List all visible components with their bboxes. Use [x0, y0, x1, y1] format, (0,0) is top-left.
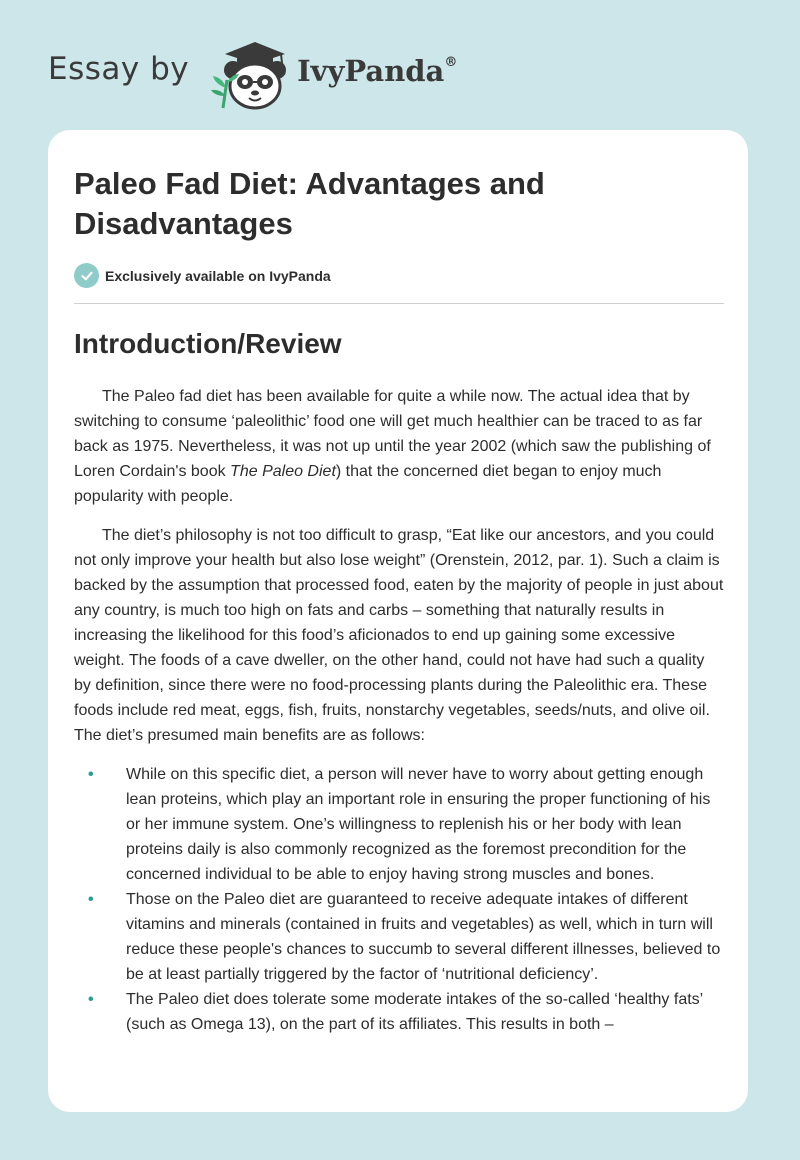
bullet-icon: •	[88, 891, 94, 908]
brand-name-text: IvyPanda	[297, 54, 445, 88]
list-item-text: While on this specific diet, a person will never have to worry about getting enough lean proteins, which play an important role in ensuring the proper functioning of his or her immune system. One’s willingness to replenish his or her body with lean proteins daily is also commonly recognized as the foremost precondition for the concerned individual to be able to enjoy having strong muscles and bones.	[126, 766, 711, 883]
bullet-icon: •	[88, 991, 94, 1008]
bullet-icon: •	[88, 766, 94, 783]
list-item-text: The Paleo diet does tolerate some moderate intakes of the so-called ‘healthy fats’ (such as Omega 13), on the part of its affiliates. This results in both –	[126, 991, 703, 1033]
list-item	[74, 887, 724, 987]
brand-name[interactable]	[297, 54, 457, 88]
essay-by-label: Essay by	[48, 51, 190, 87]
essay-card	[48, 130, 748, 1112]
essay-title: Paleo Fad Diet: Advantages and Disadvantages	[74, 166, 545, 241]
paragraph-1	[74, 384, 724, 509]
list-item	[74, 987, 724, 1037]
divider	[74, 303, 724, 304]
essay-body	[74, 384, 724, 1037]
panda-logo-icon[interactable]	[203, 32, 295, 112]
paragraph-2: The diet’s philosophy is not too difficult to grasp, “Eat like our ancestors, and you could not only improve your health but also lose weight” (Orenstein, 2012, par. 1). Such a claim is backed by the assumption that processed food, eaten by the majority of people in just about any country, is much too high on fats and carbs – something that naturally results in increasing the likelihood for this food’s aficionados to end up gaining some excessive weight. The foods of a cave dweller, on the other hand, could not have had such a quality by definition, since there were no food-processing plants during the Paleolithic era. These foods include red meat, eggs, fish, fruits, nonstarchy vegetables, seeds/nuts, and olive oil. The diet’s presumed main benefits are as follows:	[74, 527, 724, 744]
registered-mark: ®	[444, 55, 458, 71]
site-header	[48, 32, 457, 112]
list-item-text: Those on the Paleo diet are guaranteed to receive adequate intakes of different vitamins and minerals (contained in fruits and vegetables) as well, which in turn will reduce these people's chances to succumb to several different illnesses, believed to be at least partially triggered by the factor of ‘nutritional deficiency’.	[126, 891, 721, 983]
section-heading: Introduction/Review	[74, 328, 342, 359]
paragraph-1-text-a: The Paleo fad diet has been available for quite a while now. The actual idea that by switching to consume ‘paleolithic’ food one will get much healthier can be traced to as far back as 1975. Nevertheless, it was not up until the year 2002 (which saw the publishing of Loren Cordain's book	[74, 388, 711, 480]
exclusive-badge	[74, 263, 331, 288]
book-title: The Paleo Diet	[230, 463, 336, 480]
benefits-list	[74, 762, 724, 1037]
check-icon	[74, 263, 99, 288]
paragraph-1-text-b: ) that the concerned diet began to enjoy much popularity with people.	[74, 463, 662, 505]
exclusive-label: Exclusively available on IvyPanda	[105, 267, 331, 284]
list-item	[74, 762, 724, 887]
